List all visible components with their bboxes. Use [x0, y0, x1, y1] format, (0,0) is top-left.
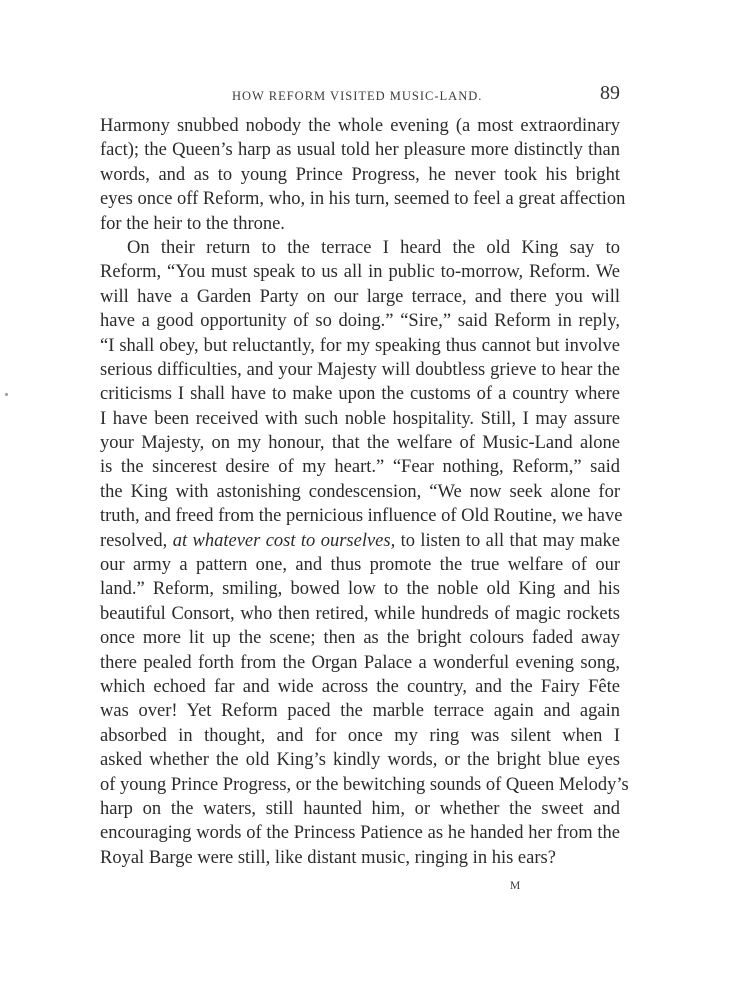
text-line: of young Prince Progress, or the bewitching sounds of Queen Melody’s	[100, 774, 629, 795]
italic-phrase: at whatever cost to ourselves,	[172, 530, 396, 551]
text-line: Reform, “You must speak to us all in public to-morrow, Reform. We	[100, 262, 620, 283]
text-line: once more lit up the scene; then as the bright colours faded away	[100, 628, 620, 649]
margin-speck	[5, 393, 8, 396]
body-text	[100, 114, 629, 870]
running-title: HOW REFORM VISITED MUSIC-LAND.	[232, 89, 483, 103]
text-line: there pealed forth from the Organ Palace a wonderful evening song,	[100, 652, 620, 673]
text-line: words, and as to young Prince Progress, he never took his bright	[100, 164, 620, 185]
text-line: your Majesty, on my honour, that the welfare of Music-Land alone	[100, 433, 620, 454]
text-line: was over! Yet Reform paced the marble terrace again and again	[100, 701, 620, 722]
text-line: is the sincerest desire of my heart.” “Fear nothing, Reform,” said	[100, 457, 620, 478]
text-line: will have a Garden Party on our large terrace, and there you will	[100, 286, 620, 307]
text-line: Royal Barge were still, like distant music, ringing in his ears?	[100, 847, 556, 868]
text-line: have a good opportunity of so doing.” “Sire,” said Reform in reply,	[100, 311, 620, 332]
text-line: truth, and freed from the pernicious influence of Old Routine, we have	[100, 506, 623, 527]
text-line: I have been received with such noble hospitality. Still, I may assure	[100, 408, 620, 429]
text-line: eyes once off Reform, who, in his turn, seemed to feel a great affection	[100, 189, 626, 210]
text-line: fact); the Queen’s harp as usual told her pleasure more distinctly than	[100, 140, 620, 161]
text-line: absorbed in thought, and for once my ring was silent when I	[100, 725, 620, 746]
signature-mark: M	[510, 880, 522, 892]
text-line: land.” Reform, smiling, bowed low to the noble old King and his	[100, 579, 620, 600]
page-number: 89	[600, 82, 620, 104]
text-line: “I shall obey, but reluctantly, for my speaking thus cannot but involve	[100, 335, 620, 356]
text-line-with-italic	[100, 529, 620, 553]
running-head	[100, 82, 620, 110]
text-line: Harmony snubbed nobody the whole evening (a most extraordinary	[100, 116, 620, 136]
paragraph-first-line: On their return to the terrace I heard the old King say to	[127, 237, 620, 258]
text-line: criticisms I shall have to make upon the customs of a country where	[100, 384, 620, 405]
text-line: serious difficulties, and your Majesty will doubtless grieve to hear the	[100, 359, 620, 380]
text-line: encouraging words of the Princess Patience as he handed her from the	[100, 823, 620, 844]
text-line: for the heir to the throne.	[100, 213, 285, 234]
text-line: our army a pattern one, and thus promote the true welfare of our	[100, 555, 620, 576]
text-line: which echoed far and wide across the country, and the Fairy Fête	[100, 676, 620, 697]
text-segment: to listen to all that may make	[400, 530, 621, 551]
text-segment: resolved,	[100, 530, 168, 551]
text-line: the King with astonishing condescension, “We now seek alone for	[100, 481, 620, 502]
text-line: harp on the waters, still haunted him, or whether the sweet and	[100, 798, 620, 819]
text-line: asked whether the old King’s kindly words, or the bright blue eyes	[100, 750, 620, 771]
text-line: beautiful Consort, who then retired, while hundreds of magic rockets	[100, 603, 620, 624]
